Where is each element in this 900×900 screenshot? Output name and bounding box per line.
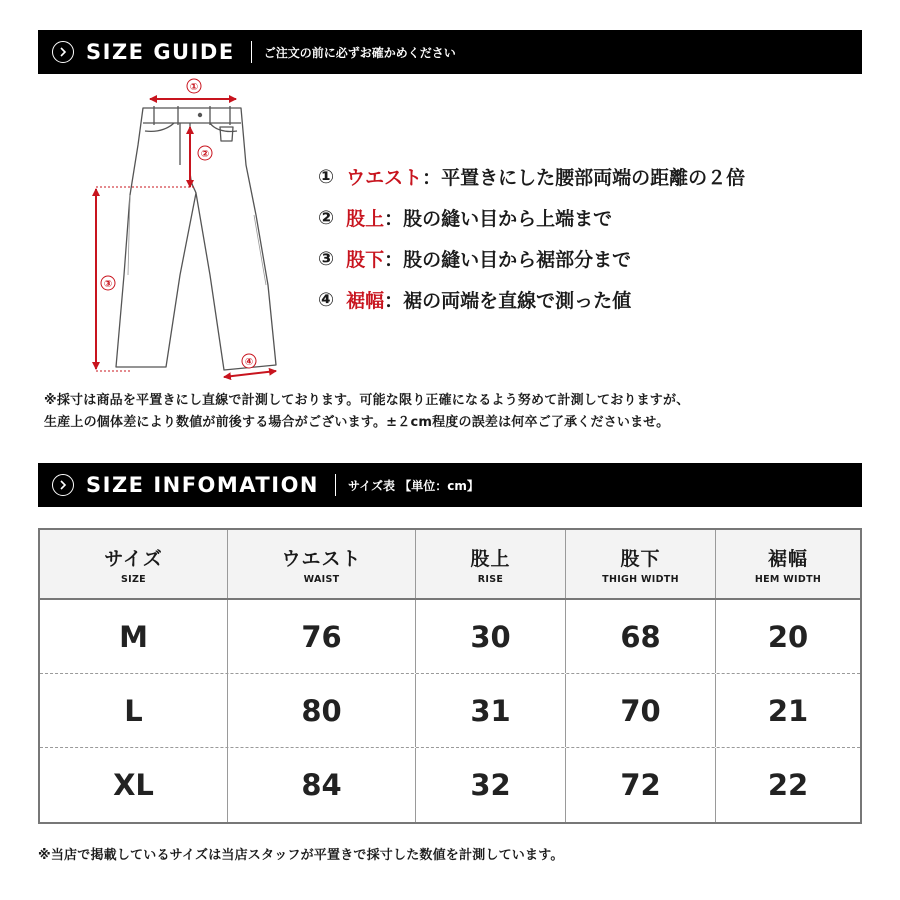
header-cell-rise xyxy=(416,530,566,598)
table-row xyxy=(40,600,860,674)
marker-4: ④ xyxy=(244,357,254,368)
header-en: THIGH WIDTH xyxy=(602,573,679,585)
hem-arrow xyxy=(224,371,276,377)
size-info-header xyxy=(38,463,862,507)
header-en: HEM WIDTH xyxy=(754,573,822,585)
note-line-1: ※採寸は商品を平置きにし直線で計測しております。可能な限り正確になるよう努めて計測しておりますが、 xyxy=(44,393,690,408)
inseam-value: 72 xyxy=(620,768,661,802)
size-label: XL xyxy=(113,768,154,802)
chevron-right-icon xyxy=(52,41,74,63)
table-header-row xyxy=(40,530,860,600)
pants-measurement-diagram xyxy=(70,75,300,385)
definition-term: 裾幅 xyxy=(346,290,385,312)
chevron-right-icon xyxy=(52,474,74,496)
marker-3: ③ xyxy=(103,279,113,290)
definition-rise xyxy=(318,201,745,234)
marker-2: ② xyxy=(200,149,210,160)
definition-desc: ：平置きにした腰部両端の距離の２倍 xyxy=(422,167,746,189)
divider xyxy=(335,474,336,496)
header-jp: 股上 xyxy=(470,547,511,570)
hem-value: 21 xyxy=(767,693,809,728)
waist-value: 80 xyxy=(301,693,342,728)
definition-number: ③ xyxy=(318,247,335,270)
size-guide-subtitle: ご注文の前に必ずお確かめください xyxy=(263,45,456,60)
size-table xyxy=(38,528,862,824)
header-en: SIZE xyxy=(121,573,146,585)
rise-value: 31 xyxy=(470,693,511,728)
inseam-value: 70 xyxy=(620,693,661,728)
size-info-title: SIZE INFOMATION xyxy=(86,473,319,497)
size-label: M xyxy=(119,619,148,654)
hem-value: 22 xyxy=(767,768,809,802)
header-cell-inseam xyxy=(566,530,716,598)
waist-value: 84 xyxy=(301,768,342,802)
note-line-2: 生産上の個体差により数値が前後する場合がございます。±２cm程度の誤差は何卒ご了承くださいませ。 xyxy=(44,415,670,430)
rise-value: 30 xyxy=(470,619,511,654)
size-info-subtitle: サイズ表 【単位：cm】 xyxy=(348,478,479,493)
marker-1: ① xyxy=(189,82,199,93)
definition-desc: ：股の縫い目から裾部分まで xyxy=(384,249,632,271)
header-jp: ウエスト xyxy=(281,547,362,570)
definition-number: ① xyxy=(318,165,335,188)
rise-value: 32 xyxy=(470,768,511,802)
pants-outline xyxy=(116,108,276,370)
inseam-value: 68 xyxy=(620,619,661,654)
header-en: RISE xyxy=(477,573,504,585)
header-cell-hem xyxy=(716,530,860,598)
divider xyxy=(251,41,252,63)
definition-waist xyxy=(318,160,745,193)
header-en: WAIST xyxy=(303,573,340,585)
waist-value: 76 xyxy=(301,619,342,654)
definition-number: ④ xyxy=(318,288,335,311)
header-jp: サイズ xyxy=(104,547,163,570)
definition-desc: ：股の縫い目から上端まで xyxy=(384,208,613,230)
size-guide-title: SIZE GUIDE xyxy=(86,40,235,64)
definition-term: 股下 xyxy=(346,249,385,271)
table-row xyxy=(40,748,860,822)
measurement-note xyxy=(44,390,874,434)
table-row xyxy=(40,674,860,748)
definition-term: 股上 xyxy=(346,208,385,230)
definition-number: ② xyxy=(318,206,335,229)
size-guide-header xyxy=(38,30,862,74)
footer-note: ※当店で掲載しているサイズは当店スタッフが平置きで採寸した数値を計測しています。 xyxy=(38,848,564,863)
definition-term: ウエスト xyxy=(346,167,423,189)
definition-inseam xyxy=(318,242,745,275)
definition-desc: ：裾の両端を直線で測った値 xyxy=(384,290,632,312)
header-cell-size xyxy=(40,530,228,598)
header-jp: 裾幅 xyxy=(767,547,808,570)
size-label: L xyxy=(124,693,143,728)
hem-value: 20 xyxy=(767,619,809,654)
header-jp: 股下 xyxy=(620,547,661,570)
definition-hem xyxy=(318,283,745,316)
header-cell-waist xyxy=(228,530,416,598)
measurement-definitions xyxy=(318,160,745,324)
